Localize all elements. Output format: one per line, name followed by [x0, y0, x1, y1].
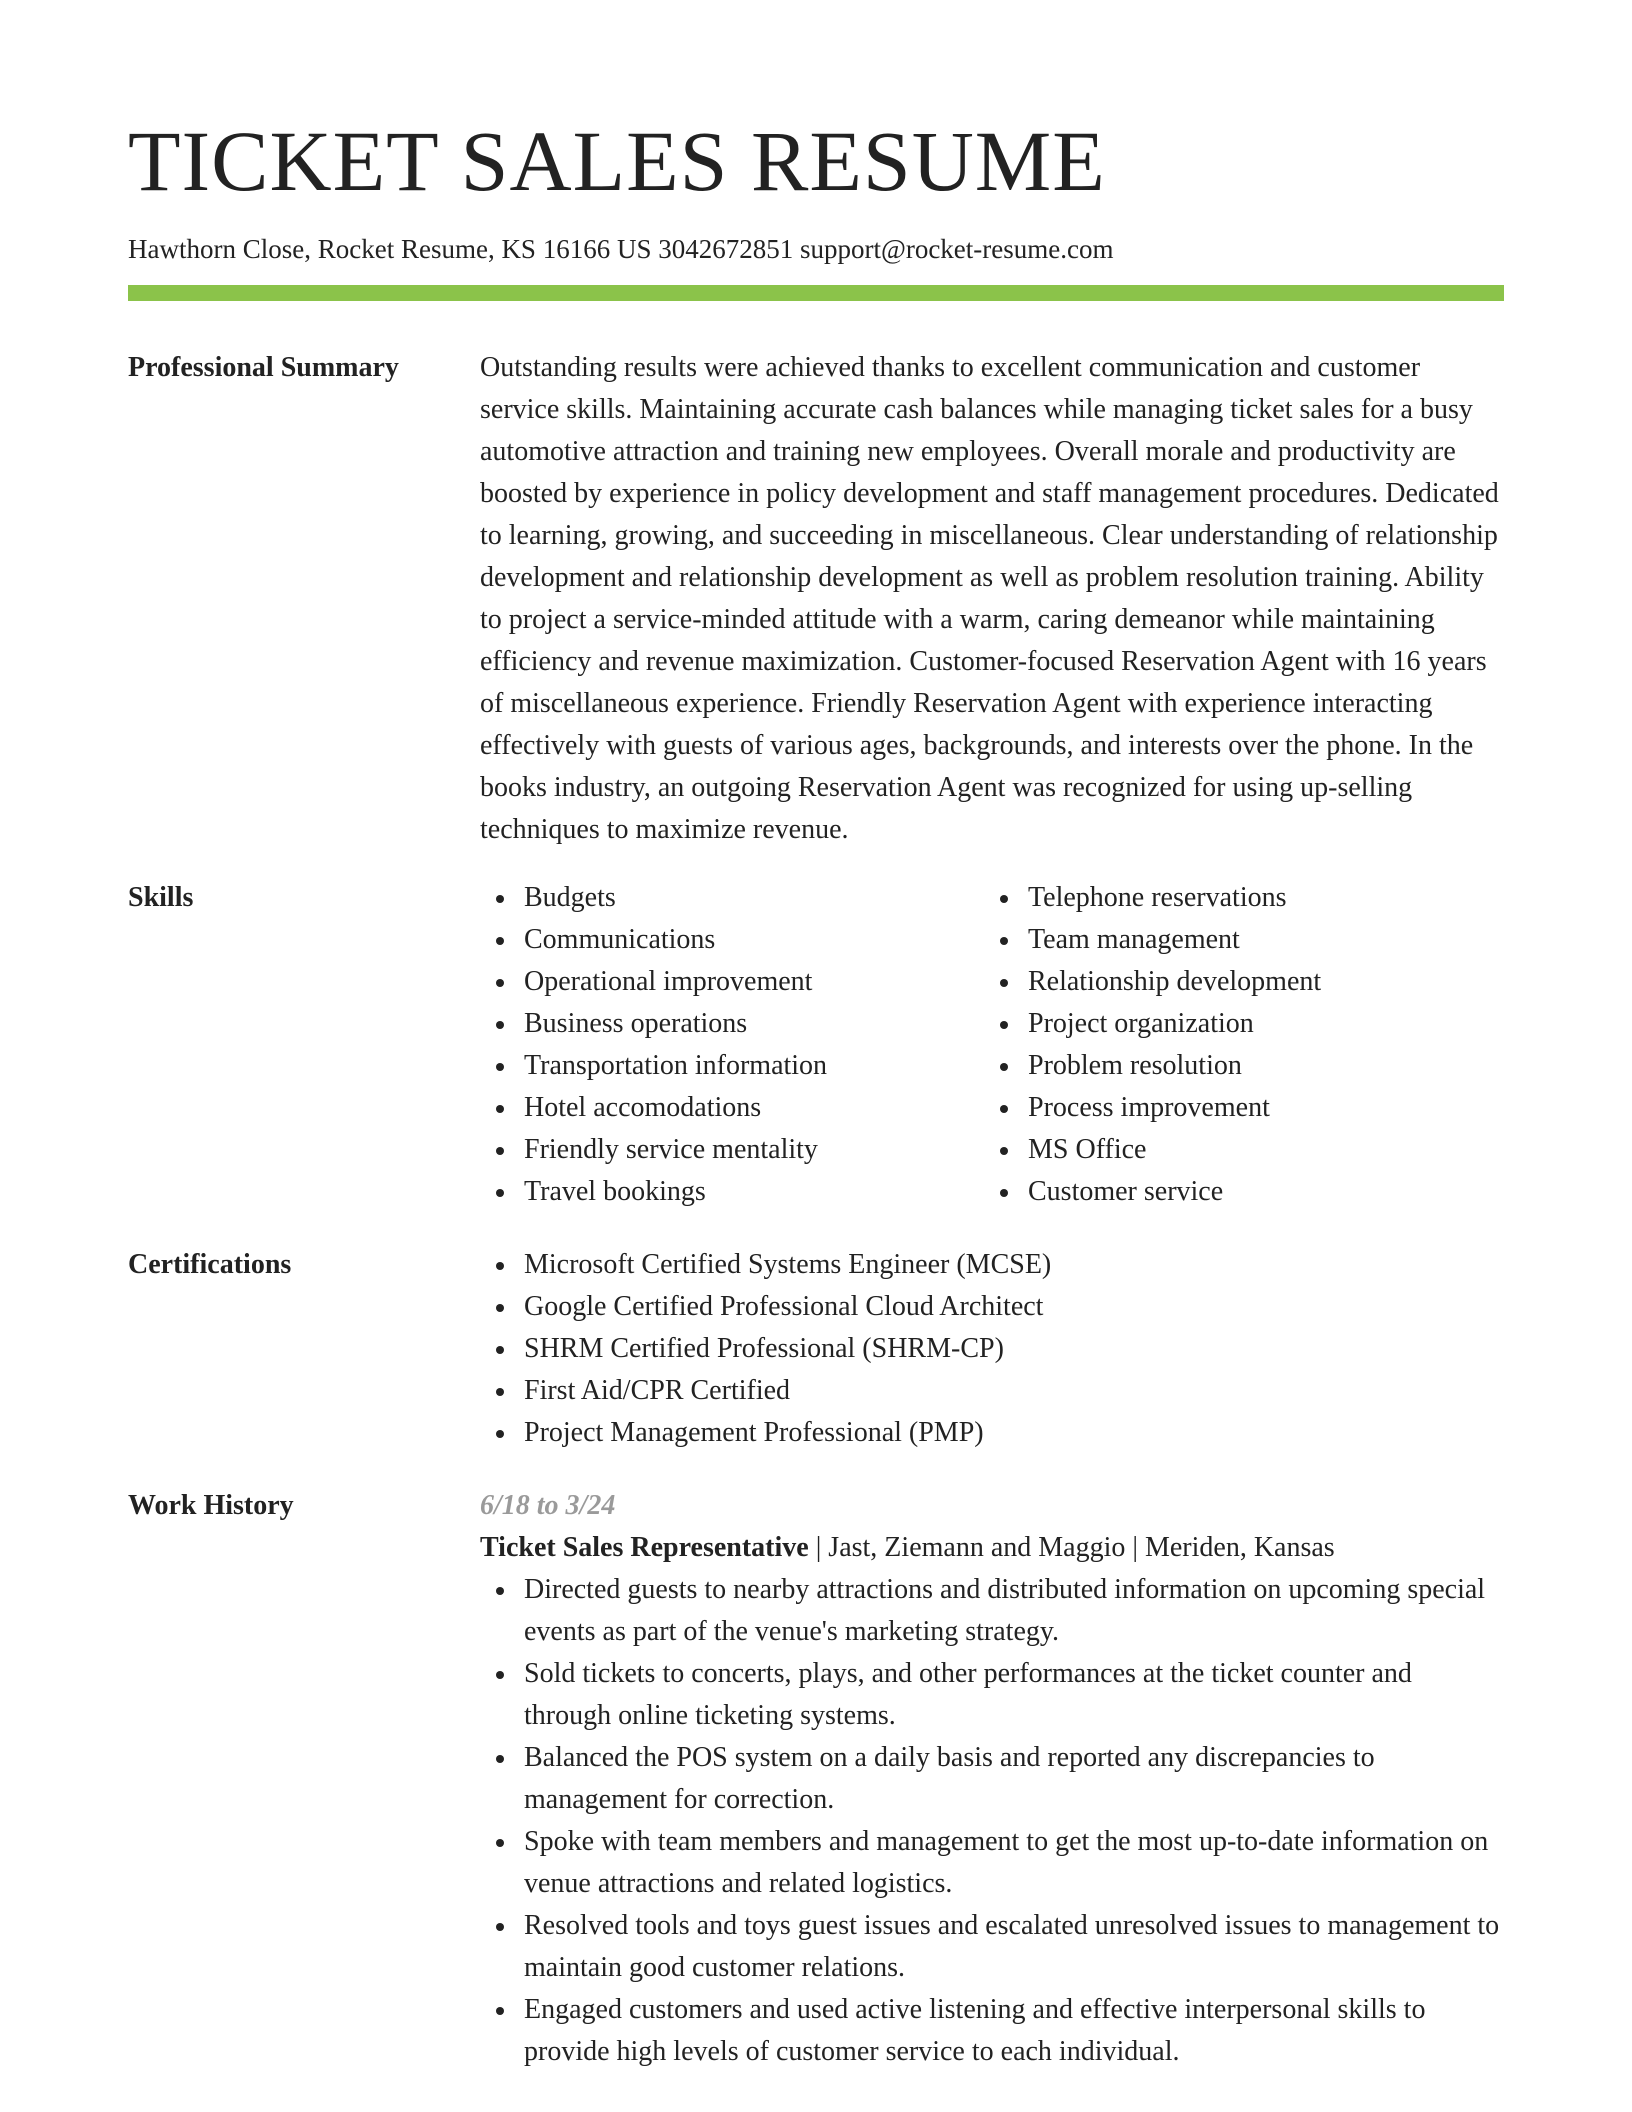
skill-item: Customer service	[984, 1171, 1474, 1213]
summary-heading: Professional Summary	[128, 352, 399, 383]
skill-item: Telephone reservations	[984, 877, 1474, 919]
certification-item: Microsoft Certified Systems Engineer (MCSE)	[480, 1244, 1504, 1286]
certification-item: First Aid/CPR Certified	[480, 1370, 1504, 1412]
skill-item: Friendly service mentality	[480, 1129, 970, 1171]
job-duties-list	[480, 1569, 1504, 2073]
job-duty-item: Spoke with team members and management to get the most up-to-date information on venue attractions and related logistics.	[480, 1821, 1504, 1905]
skill-item: Business operations	[480, 1003, 970, 1045]
certifications-body	[480, 1244, 1504, 1454]
skills-column-right	[984, 877, 1474, 1213]
contact-line: Hawthorn Close, Rocket Resume, KS 16166 US 3042672851 support@rocket-resume.com	[128, 234, 1114, 264]
resume-title: TICKET SALES RESUME	[128, 113, 1106, 209]
skills-heading: Skills	[128, 882, 194, 913]
job-duty-item: Directed guests to nearby attractions and distributed information on upcoming special events as part of the venue's marketing strategy.	[480, 1569, 1504, 1653]
job-title: Ticket Sales Representative	[480, 1532, 809, 1563]
skill-item: Relationship development	[984, 961, 1474, 1003]
skill-item: Hotel accomodations	[480, 1087, 970, 1129]
skills-column-left	[480, 877, 970, 1213]
skill-item: Travel bookings	[480, 1171, 970, 1213]
job-dates: 6/18 to 3/24	[480, 1490, 616, 1521]
skill-item: Operational improvement	[480, 961, 970, 1003]
skill-item: Project organization	[984, 1003, 1474, 1045]
skill-item: Transportation information	[480, 1045, 970, 1087]
skill-item: Communications	[480, 919, 970, 961]
job-duty-item: Resolved tools and toys guest issues and escalated unresolved issues to management to maintain good customer relations.	[480, 1905, 1504, 1989]
certification-item: SHRM Certified Professional (SHRM-CP)	[480, 1328, 1504, 1370]
skill-item: Problem resolution	[984, 1045, 1474, 1087]
job-entry	[480, 1485, 1504, 2073]
certification-item: Google Certified Professional Cloud Architect	[480, 1286, 1504, 1328]
certifications-heading: Certifications	[128, 1249, 292, 1280]
job-heading-line	[480, 1527, 1504, 1569]
summary-body	[480, 347, 1504, 851]
job-duty-item: Engaged customers and used active listening and effective interpersonal skills to provide high levels of customer service to each individual.	[480, 1989, 1504, 2073]
job-employer-location: | Jast, Ziemann and Maggio | Meriden, Kansas	[808, 1532, 1335, 1563]
job-duty-item: Sold tickets to concerts, plays, and other performances at the ticket counter and through online ticketing systems.	[480, 1653, 1504, 1737]
summary-text: Outstanding results were achieved thanks to excellent communication and customer service skills. Maintaining accurate cash balances while managing ticket sales for a busy automotive attraction and training new employees. Overall morale and productivity are boosted by experience in policy development and staff management procedures. Dedicated to learning, growing, and succeeding in miscellaneous. Clear understanding of relationship development and relationship development as well as problem resolution training. Ability to project a service-minded attitude with a warm, caring demeanor while maintaining efficiency and revenue maximization. Customer-focused Reservation Agent with 16 years of miscellaneous experience. Friendly Reservation Agent with experience interacting effectively with guests of various ages, backgrounds, and interests over the phone. In the books industry, an outgoing Reservation Agent was recognized for using up-selling techniques to maximize revenue.	[480, 352, 1499, 845]
skill-item: Team management	[984, 919, 1474, 961]
work-history-heading: Work History	[128, 1490, 294, 1521]
skill-item: Process improvement	[984, 1087, 1474, 1129]
job-duty-item: Balanced the POS system on a daily basis and reported any discrepancies to management for correction.	[480, 1737, 1504, 1821]
skill-item: MS Office	[984, 1129, 1474, 1171]
header-accent-rule	[128, 285, 1504, 301]
skill-item: Budgets	[480, 877, 970, 919]
certification-item: Project Management Professional (PMP)	[480, 1412, 1504, 1454]
